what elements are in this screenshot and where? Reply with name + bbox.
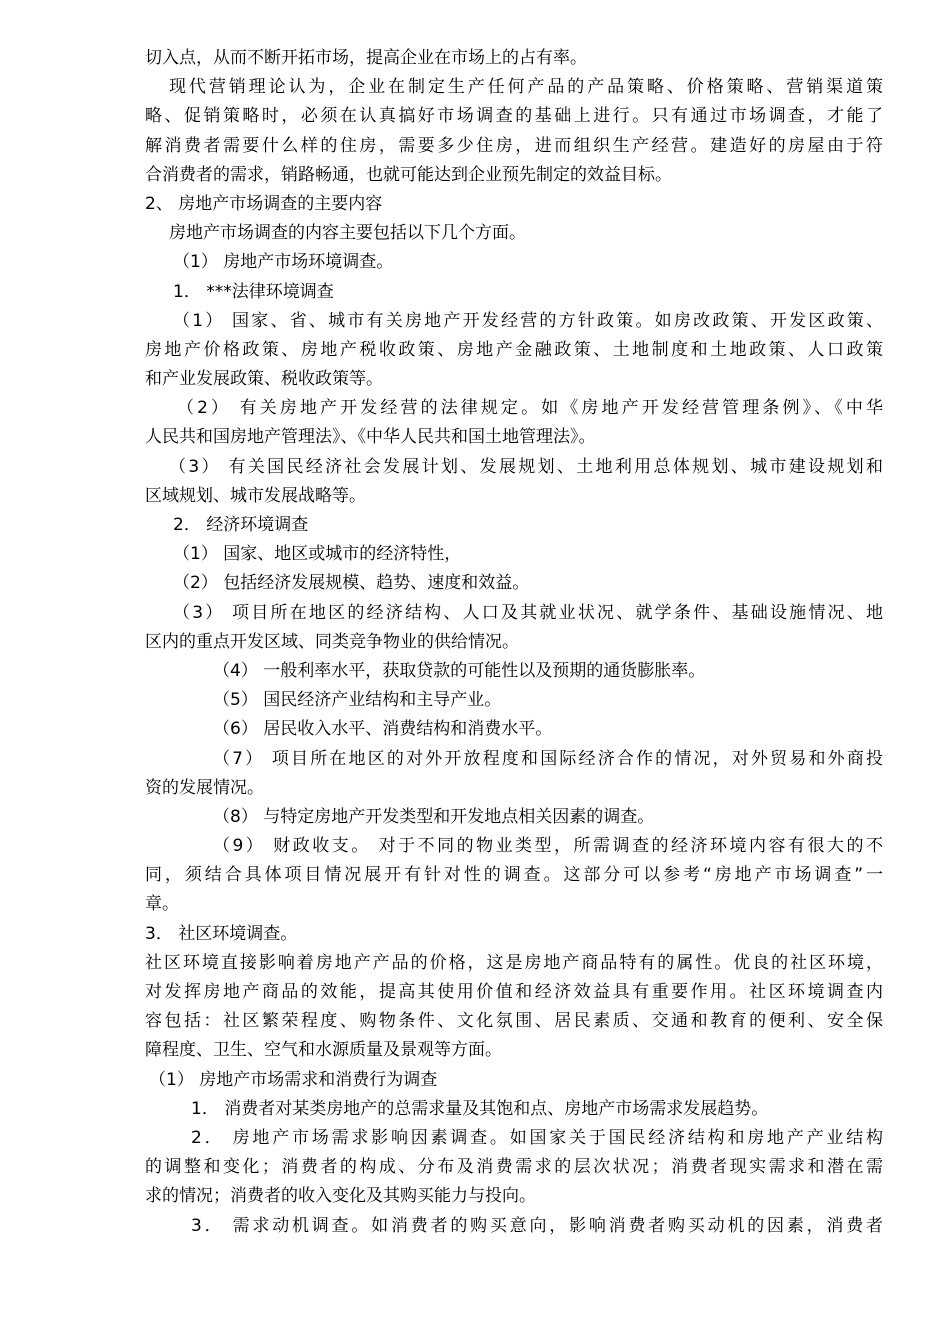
section-heading: 2、 房地产市场调查的主要内容 (145, 193, 383, 214)
list-item: （5） 国民经济产业结构和主导产业。 (213, 690, 502, 711)
list-item: （1） 房地产市场需求和消费行为调查 (149, 1069, 438, 1090)
paragraph-line: 房地产价格政策、房地产税收政策、房地产金融政策、土地制度和土地政策、人口政策 (145, 339, 883, 360)
list-item: 3． 需求动机调查。如消费者的购买意向，影响消费者购买动机的因素，消费者 (191, 1215, 883, 1236)
document-body (145, 44, 883, 1241)
paragraph-line: 容包括：社区繁荣程度、购物条件、文化氛围、居民素质、交通和教育的便利、安全保 (145, 1011, 883, 1032)
list-item: （3） 项目所在地区的经济结构、人口及其就业状况、就学条件、基础设施情况、地 (173, 602, 883, 623)
list-item: （1） 国家、地区或城市的经济特性， (173, 544, 462, 565)
subsection-heading: 3． 社区环境调查。 (145, 923, 298, 944)
list-item: 1． 消费者对某类房地产的总需求量及其饱和点、房地产市场需求发展趋势。 (191, 1098, 769, 1119)
list-item: （1） 国家、省、城市有关房地产开发经营的方针政策。如房改政策、开发区政策、 (173, 310, 883, 331)
list-item: （3） 有关国民经济社会发展计划、发展规划、土地利用总体规划、城市建设规划和 (169, 456, 883, 477)
paragraph-line: 房地产市场调查的内容主要包括以下几个方面。 (169, 223, 526, 244)
paragraph-line: 的调整和变化；消费者的构成、分布及消费需求的层次状况；消费者现实需求和潜在需 (145, 1157, 883, 1178)
list-item: 2． 房地产市场需求影响因素调查。如国家关于国民经济结构和房地产产业结构 (191, 1127, 883, 1148)
paragraph-line: 社区环境直接影响着房地产产品的价格，这是房地产商品特有的属性。优良的社区环境， (145, 952, 883, 973)
list-item: （4） 一般利率水平，获取贷款的可能性以及预期的通货膨胀率。 (213, 660, 706, 681)
paragraph-line: 合消费者的需求，销路畅通，也就可能达到企业预先制定的效益目标。 (145, 164, 672, 185)
paragraph-line: 章。 (145, 894, 179, 915)
list-item: （8） 与特定房地产开发类型和开发地点相关因素的调查。 (213, 806, 655, 827)
list-item: （2） 有关房地产开发经营的法律规定。如《房地产开发经营管理条例》、《中华 (177, 398, 883, 419)
paragraph-line: 略、促销策略时，必须在认真搞好市场调查的基础上进行。只有通过市场调查，才能了 (145, 106, 883, 127)
paragraph-line: 区域规划、城市发展战略等。 (145, 485, 366, 506)
paragraph-line: 现代营销理论认为，企业在制定生产任何产品的产品策略、价格策略、营销渠道策 (169, 77, 883, 98)
text-line: 切入点，从而不断开拓市场，提高企业在市场上的占有率。 (145, 48, 587, 68)
paragraph-line: 解消费者需要什么样的住房，需要多少住房，进而组织生产经营。建造好的房屋由于符 (145, 135, 883, 156)
subsection-heading: 1． ***法律环境调查 (173, 281, 334, 302)
paragraph-line: 人民共和国房地产管理法》、《中华人民共和国土地管理法》。 (145, 427, 596, 448)
list-item: （6） 居民收入水平、消费结构和消费水平。 (213, 719, 553, 740)
paragraph-line: 资的发展情况。 (145, 777, 264, 798)
list-item: （1） 房地产市场环境调查。 (173, 252, 394, 273)
subsection-heading: 2． 经济环境调查 (173, 515, 309, 535)
paragraph-line: 对发挥房地产商品的效能，提高其使用价值和经济效益具有重要作用。社区环境调查内 (145, 982, 883, 1002)
paragraph-line: 同，须结合具体项目情况展开有针对性的调查。这部分可以参考“房地产市场调查”一 (145, 865, 883, 886)
paragraph-line: 和产业发展政策、税收政策等。 (145, 369, 383, 390)
paragraph-line: 障程度、卫生、空气和水源质量及景观等方面。 (145, 1040, 502, 1061)
list-item: （7） 项目所在地区的对外开放程度和国际经济合作的情况，对外贸易和外商投 (213, 748, 883, 769)
paragraph-line: 区内的重点开发区域、同类竞争物业的供给情况。 (145, 631, 519, 652)
list-item: （2） 包括经济发展规模、趋势、速度和效益。 (173, 573, 530, 594)
paragraph-line: 求的情况；消费者的收入变化及其购买能力与投向。 (145, 1186, 536, 1207)
list-item: （9） 财政收支。 对于不同的物业类型，所需调查的经济环境内容有很大的不 (213, 836, 883, 857)
